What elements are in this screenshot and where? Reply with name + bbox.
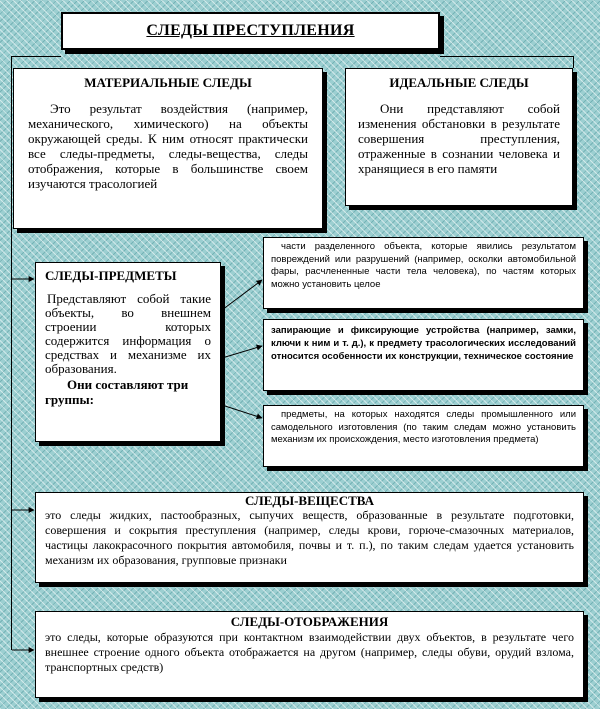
substances-box: [35, 492, 584, 583]
trace-objects-groups: Они составляют три группы:: [45, 377, 189, 407]
connector-right-down: [573, 56, 574, 68]
trace-objects-heading: СЛЕДЫ-ПРЕДМЕТЫ: [45, 268, 177, 283]
trace-objects-text: Представляют собой такие объекты, во внешнем строении которых содержится информация о средствах и механизме их образования.: [45, 291, 211, 376]
trace-objects-box: [35, 262, 221, 442]
material-traces-box: [13, 68, 323, 229]
arrow-to-group-1: [222, 280, 262, 310]
object-group-2-text: запирающие и фиксирующие устройства (например, замки, ключи к ним и т. д.), к предмету трасологических исследований относится особенности их конструкции, техническое состояние: [271, 325, 576, 362]
top-connector-right: [440, 56, 573, 57]
material-traces-heading: МАТЕРИАЛЬНЫЕ СЛЕДЫ: [84, 75, 252, 90]
page-title: СЛЕДЫ ПРЕСТУПЛЕНИЯ: [146, 22, 355, 39]
ideal-traces-box: [345, 68, 573, 206]
object-group-1-text: части разделенного объекта, которые явились результатом повреждений или разрушений (например, осколки автомобильной фары, расчлененные части тела человека), по частям которых можно установить целое: [271, 241, 576, 290]
ideal-traces-heading: ИДЕАЛЬНЫЕ СЛЕДЫ: [389, 75, 529, 90]
arrow-to-group-2: [222, 346, 262, 358]
imprints-heading: СЛЕДЫ-ОТОБРАЖЕНИЯ: [230, 614, 389, 629]
object-group-2: [263, 319, 584, 391]
arrow-to-group-3: [222, 405, 262, 418]
trunk-line: [11, 56, 12, 650]
object-group-1: [263, 237, 584, 309]
object-group-3: [263, 405, 584, 467]
imprints-box: [35, 611, 584, 698]
substances-text: это следы жидких, пастообразных, сыпучих веществ, образованные в результате подготовки, совершения и сокрытия преступления (например, следы крови, горюче-смазочных материалов, частицы лакокрасочного покрытия автомобиля, почвы и т. п.), по таким следам удается установить механизм их образования, групповые признаки: [45, 508, 574, 567]
imprints-text: это следы, которые образуются при контактном взаимодействии двух объектов, в результате чего внешнее строение одного объекта отображается на другом (например, следы обуви, орудий взлома, транспортных средств): [45, 630, 574, 674]
title-box: [61, 12, 440, 50]
object-group-3-text: предметы, на которых находятся следы промышленного или самодельного изготовления (по таким следам можно установить механизм их происхождения, место изготовления предмета): [271, 409, 576, 445]
substances-heading: СЛЕДЫ-ВЕЩЕСТВА: [244, 493, 375, 508]
ideal-traces-text: Они представляют собой изменения обстановки в результате совершения преступления, отраженные в сознании человека и хранящиеся в его памяти: [358, 101, 560, 176]
material-traces-text: Это результат воздействия (например, механического, химического) на объекты окружающей среды. К ним относят практически все следы-предметы, следы-вещества, следы отображения, которые в большинстве своем изучаются трасологией: [28, 101, 308, 191]
top-connector: [11, 56, 61, 57]
